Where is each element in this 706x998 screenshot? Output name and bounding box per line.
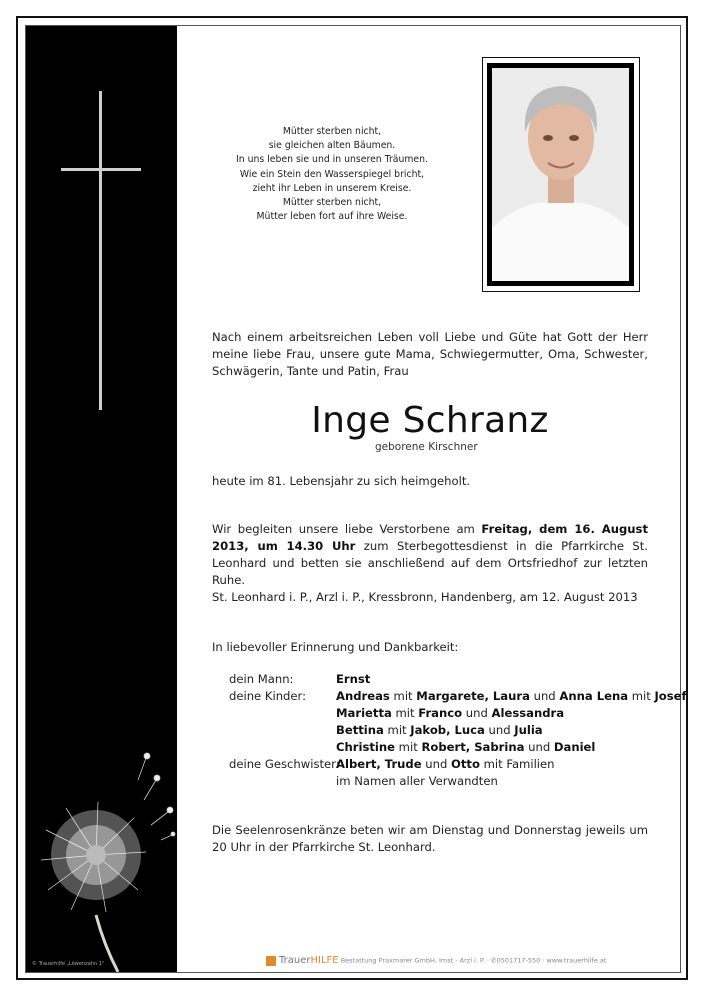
siblings-label: deine Geschwister:: [229, 757, 340, 771]
dandelion-icon: [26, 740, 177, 972]
relatives-line: im Namen aller Verwandten: [336, 774, 498, 788]
footer: [266, 955, 606, 966]
cross-icon: [99, 91, 102, 410]
intro-text: Nach einem arbeitsreichen Leben voll Liebe und Güte hat Gott der Herr meine liebe Frau, unsere gute Mama, Schwiegermutter, Oma, Schwester, Schwägerin, Tante und Patin, Frau: [212, 330, 648, 378]
poem-line: zieht ihr Leben in unserem Kreise.: [252, 182, 412, 194]
children-row: Christine mit Robert, Sabrina und Daniel: [336, 740, 596, 754]
portrait-photo: [487, 63, 634, 286]
children-label: deine Kinder:: [229, 689, 307, 703]
remembrance-line: In liebevoller Erinnerung und Dankbarkeit:: [212, 640, 459, 654]
poem-line: Wie ein Stein den Wasserspiegel bricht,: [239, 168, 425, 180]
poem-line: In uns leben sie und in unseren Träumen.: [236, 154, 428, 166]
husband-label: dein Mann:: [229, 672, 294, 686]
funeral-text: Wir begleiten unsere liebe Verstorbene am Freitag, dem 16. August 2013, um 14.30 Uhr zum Sterbegottesdienst in die Pfarrkirche St. Leonhard und betten sie anschließend auf dem Ortsfriedhof zur letzten Ruhe.: [212, 522, 648, 587]
portrait-icon: [492, 68, 629, 281]
age-line: heute im 81. Lebensjahr zu sich heimgeholt.: [212, 474, 471, 488]
funeral-date: Freitag, dem 16. August 2013, um 14.30 Uhr: [212, 522, 648, 553]
maiden-name: geborene Kirschner: [375, 441, 478, 453]
poem-line: Mütter leben fort auf ihre Weise.: [256, 211, 408, 223]
place-date: St. Leonhard i. P., Arzl i. P., Kressbronn, Handenberg, am 12. August 2013: [212, 590, 638, 604]
children-row: Andreas mit Margarete, Laura und Anna Lena mit Josef: [336, 689, 687, 703]
children-row: Bettina mit Jakob, Luca und Julia: [336, 723, 543, 737]
cross-icon-bar: [61, 168, 141, 171]
husband-name: Ernst: [336, 672, 371, 686]
image-credit: © Trauerhilfe „Löwenzahn 1": [32, 961, 105, 967]
poem-line: Mütter sterben nicht,: [282, 197, 382, 209]
children-row: Marietta mit Franco und Alessandra: [336, 706, 565, 720]
deceased-name: Inge Schranz: [311, 400, 549, 441]
poem-line: sie gleichen alten Bäumen.: [268, 140, 396, 152]
rosary-text: Die Seelenrosenkränze beten wir am Dienstag und Donnerstag jeweils um 20 Uhr in der Pfarrkirche St. Leonhard.: [212, 823, 648, 854]
poem-line: Mütter sterben nicht,: [282, 126, 382, 137]
footer-text: Bestattung Praxmarer GmbH, Imst - Arzl i. P. · ✆0501717-550 · www.trauerhilfe.at: [340, 956, 607, 965]
footer-logo: TrauerHILFE: [279, 955, 339, 966]
poem: [222, 125, 442, 224]
siblings-row: Albert, Trude und Otto mit Familien: [336, 757, 555, 771]
trauerhilfe-logo-icon: [266, 956, 276, 966]
